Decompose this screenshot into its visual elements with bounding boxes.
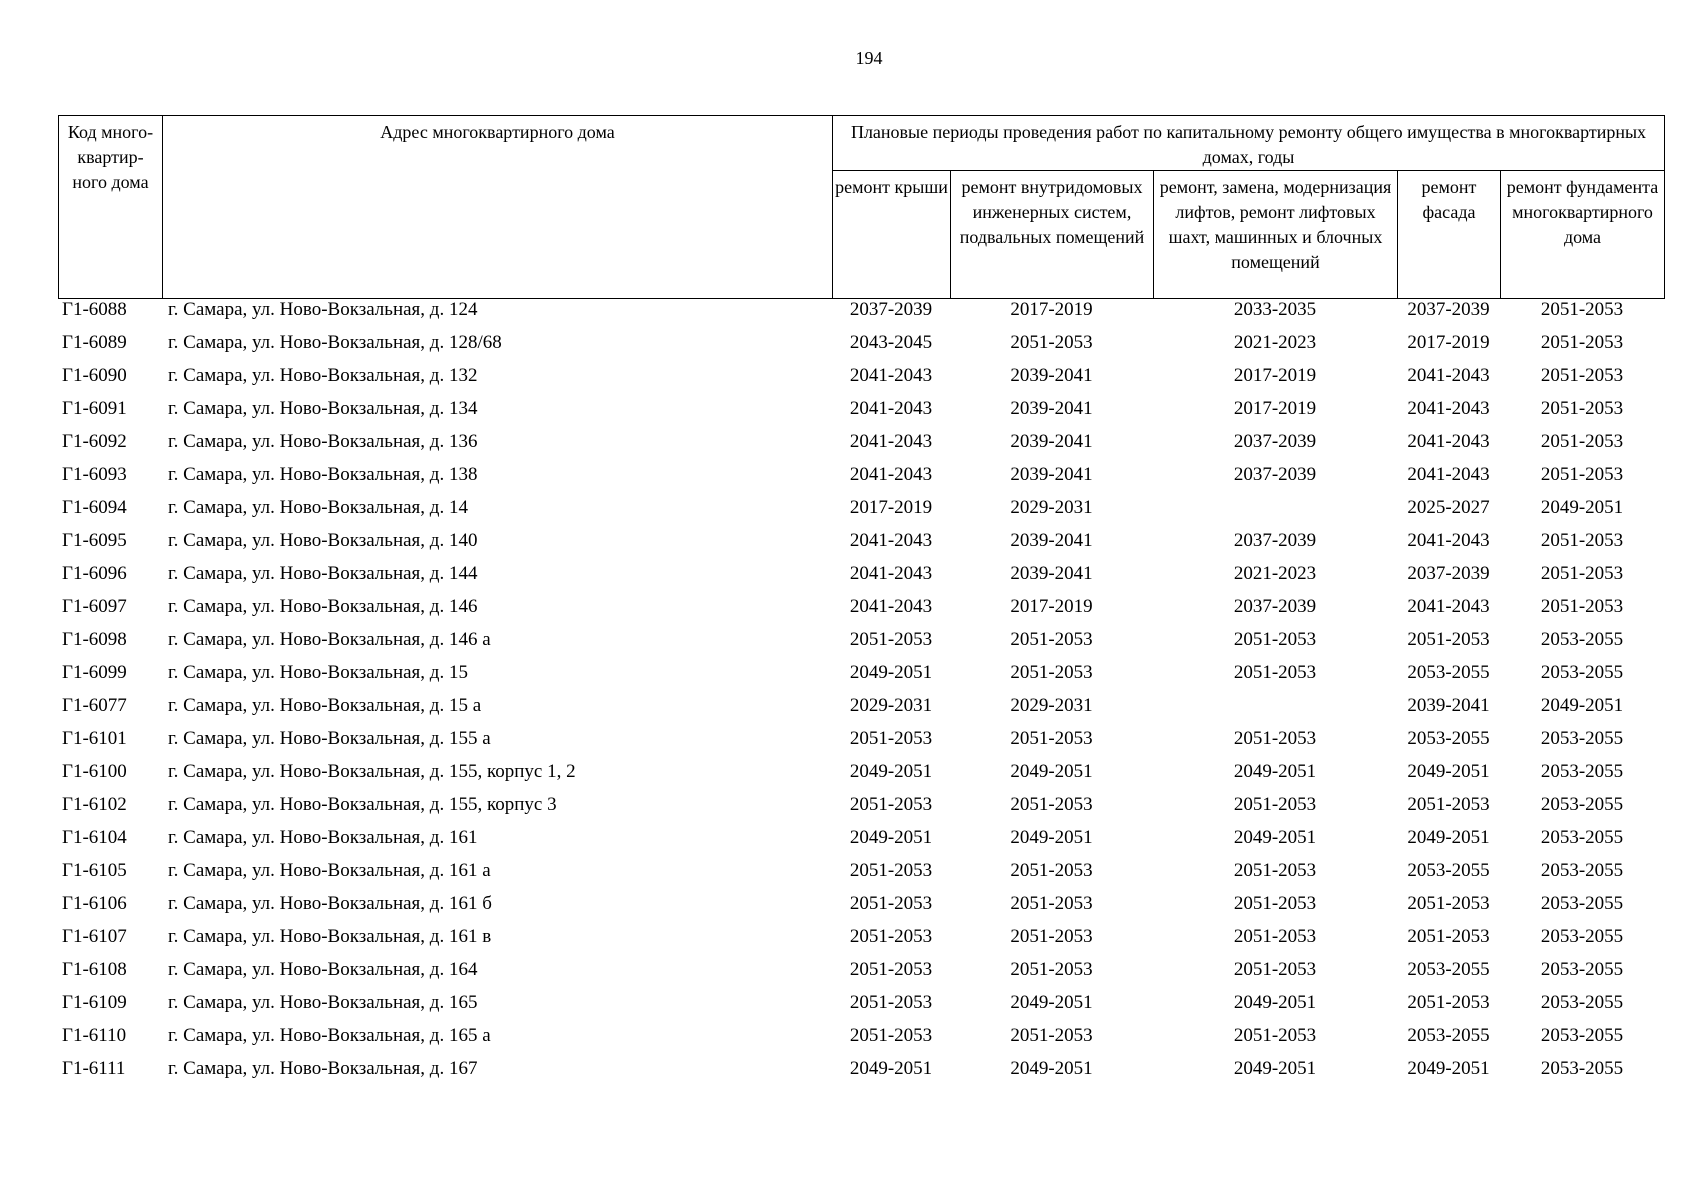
cell-foundation: 2053-2055	[1540, 760, 1624, 782]
cell-lifts: 2033-2035	[1233, 298, 1317, 320]
cell-facade: 2051-2053	[1407, 925, 1490, 947]
cell-facade: 2025-2027	[1407, 496, 1490, 518]
cell-facade: 2041-2043	[1407, 595, 1490, 617]
cell-foundation: 2053-2055	[1540, 958, 1624, 980]
cell-lifts: 2049-2051	[1233, 1057, 1317, 1079]
header-lifts: ремонт, замена, модернизация лифтов, ремонт лифтовых шахт, машинных и блочных помещений	[1154, 171, 1398, 299]
table-row	[58, 689, 1664, 722]
cell-systems: 2017-2019	[1010, 595, 1093, 617]
cell-lifts: 2051-2053	[1233, 628, 1317, 650]
table-row	[58, 656, 1664, 689]
cell-foundation: 2051-2053	[1540, 397, 1624, 419]
cell-lifts: 2021-2023	[1233, 562, 1317, 584]
cell-systems: 2051-2053	[1010, 859, 1093, 881]
cell-facade: 2049-2051	[1407, 1057, 1490, 1079]
cell-systems: 2051-2053	[1010, 628, 1093, 650]
cell-foundation: 2051-2053	[1540, 331, 1624, 353]
cell-systems: 2051-2053	[1010, 331, 1093, 353]
cell-lifts: 2017-2019	[1233, 397, 1317, 419]
table-row	[58, 293, 1664, 326]
cell-facade: 2049-2051	[1407, 760, 1490, 782]
cell-address: г. Самара, ул. Ново-Вокзальная, д. 140	[168, 529, 478, 551]
cell-address: г. Самара, ул. Ново-Вокзальная, д. 124	[168, 298, 478, 320]
cell-systems: 2039-2041	[1010, 397, 1093, 419]
header-roof: ремонт крыши	[833, 171, 951, 299]
cell-lifts: 2017-2019	[1233, 364, 1317, 386]
cell-systems: 2039-2041	[1010, 562, 1093, 584]
table-row	[58, 755, 1664, 788]
cell-address: г. Самара, ул. Ново-Вокзальная, д. 136	[168, 430, 478, 452]
cell-code: Г1-6094	[62, 496, 127, 518]
cell-code: Г1-6110	[62, 1024, 127, 1046]
cell-roof: 2041-2043	[849, 529, 933, 551]
cell-systems: 2049-2051	[1010, 991, 1093, 1013]
cell-facade: 2041-2043	[1407, 397, 1490, 419]
table-header	[58, 115, 1665, 299]
header-facade: ремонт фасада	[1398, 171, 1501, 299]
cell-roof: 2017-2019	[849, 496, 933, 518]
cell-roof: 2051-2053	[849, 1024, 933, 1046]
cell-facade: 2039-2041	[1407, 694, 1490, 716]
table-row	[58, 920, 1664, 953]
cell-roof: 2051-2053	[849, 925, 933, 947]
cell-foundation: 2051-2053	[1540, 595, 1624, 617]
cell-facade: 2053-2055	[1407, 1024, 1490, 1046]
cell-roof: 2041-2043	[849, 463, 933, 485]
cell-facade: 2017-2019	[1407, 331, 1490, 353]
table-row	[58, 986, 1664, 1019]
cell-code: Г1-6093	[62, 463, 127, 485]
cell-address: г. Самара, ул. Ново-Вокзальная, д. 134	[168, 397, 478, 419]
cell-foundation: 2053-2055	[1540, 727, 1624, 749]
cell-foundation: 2053-2055	[1540, 1057, 1624, 1079]
cell-roof: 2043-2045	[849, 331, 933, 353]
cell-address: г. Самара, ул. Ново-Вокзальная, д. 155, корпус 1, 2	[168, 760, 576, 782]
cell-roof: 2051-2053	[849, 628, 933, 650]
cell-lifts: 2049-2051	[1233, 991, 1317, 1013]
cell-systems: 2039-2041	[1010, 529, 1093, 551]
cell-code: Г1-6104	[62, 826, 127, 848]
cell-foundation: 2053-2055	[1540, 892, 1624, 914]
cell-facade: 2051-2053	[1407, 628, 1490, 650]
table-row	[58, 1052, 1664, 1085]
cell-lifts: 2051-2053	[1233, 1024, 1317, 1046]
cell-foundation: 2049-2051	[1540, 694, 1624, 716]
cell-lifts: 2051-2053	[1233, 925, 1317, 947]
cell-roof: 2037-2039	[849, 298, 933, 320]
cell-foundation: 2053-2055	[1540, 826, 1624, 848]
cell-code: Г1-6109	[62, 991, 127, 1013]
cell-systems: 2051-2053	[1010, 1024, 1093, 1046]
cell-code: Г1-6088	[62, 298, 127, 320]
cell-code: Г1-6099	[62, 661, 127, 683]
cell-address: г. Самара, ул. Ново-Вокзальная, д. 155, корпус 3	[168, 793, 557, 815]
cell-roof: 2049-2051	[849, 760, 933, 782]
cell-foundation: 2053-2055	[1540, 1024, 1624, 1046]
cell-foundation: 2051-2053	[1540, 562, 1624, 584]
cell-code: Г1-6101	[62, 727, 127, 749]
cell-address: г. Самара, ул. Ново-Вокзальная, д. 161 а	[168, 859, 491, 881]
cell-systems: 2029-2031	[1010, 694, 1093, 716]
table-row	[58, 854, 1664, 887]
cell-facade: 2051-2053	[1407, 892, 1490, 914]
cell-code: Г1-6105	[62, 859, 127, 881]
cell-roof: 2041-2043	[849, 397, 933, 419]
cell-facade: 2041-2043	[1407, 463, 1490, 485]
cell-lifts: 2051-2053	[1233, 727, 1317, 749]
cell-lifts: 2037-2039	[1233, 595, 1317, 617]
cell-address: г. Самара, ул. Ново-Вокзальная, д. 167	[168, 1057, 478, 1079]
cell-code: Г1-6095	[62, 529, 127, 551]
cell-systems: 2029-2031	[1010, 496, 1093, 518]
cell-foundation: 2053-2055	[1540, 859, 1624, 881]
cell-roof: 2051-2053	[849, 958, 933, 980]
cell-roof: 2049-2051	[849, 1057, 933, 1079]
cell-code: Г1-6092	[62, 430, 127, 452]
table-row	[58, 788, 1664, 821]
cell-address: г. Самара, ул. Ново-Вокзальная, д. 161 б	[168, 892, 492, 914]
cell-address: г. Самара, ул. Ново-Вокзальная, д. 15 а	[168, 694, 482, 716]
cell-facade: 2053-2055	[1407, 859, 1490, 881]
cell-lifts: 2037-2039	[1233, 529, 1317, 551]
cell-lifts	[1153, 491, 1397, 524]
table-body	[58, 293, 1664, 1085]
cell-address: г. Самара, ул. Ново-Вокзальная, д. 128/68	[168, 331, 502, 353]
cell-lifts: 2051-2053	[1233, 958, 1317, 980]
cell-roof: 2051-2053	[849, 859, 933, 881]
cell-code: Г1-6091	[62, 397, 127, 419]
cell-systems: 2051-2053	[1010, 793, 1093, 815]
cell-code: Г1-6077	[62, 694, 127, 716]
cell-code: Г1-6108	[62, 958, 127, 980]
cell-facade: 2053-2055	[1407, 727, 1490, 749]
cell-address: г. Самара, ул. Ново-Вокзальная, д. 164	[168, 958, 478, 980]
cell-address: г. Самара, ул. Ново-Вокзальная, д. 146 а	[168, 628, 491, 650]
cell-foundation: 2053-2055	[1540, 661, 1624, 683]
cell-roof: 2041-2043	[849, 595, 933, 617]
cell-systems: 2051-2053	[1010, 958, 1093, 980]
cell-lifts	[1153, 689, 1397, 722]
cell-facade: 2037-2039	[1407, 298, 1490, 320]
cell-code: Г1-6089	[62, 331, 127, 353]
cell-roof: 2029-2031	[849, 694, 933, 716]
cell-roof: 2051-2053	[849, 727, 933, 749]
cell-address: г. Самара, ул. Ново-Вокзальная, д. 14	[168, 496, 468, 518]
table-row	[58, 590, 1664, 623]
table-row	[58, 458, 1664, 491]
table-row	[58, 524, 1664, 557]
cell-lifts: 2049-2051	[1233, 826, 1317, 848]
cell-systems: 2039-2041	[1010, 364, 1093, 386]
cell-code: Г1-6090	[62, 364, 127, 386]
cell-lifts: 2037-2039	[1233, 430, 1317, 452]
header-address: Адрес многоквартирного дома	[163, 116, 833, 299]
cell-address: г. Самара, ул. Ново-Вокзальная, д. 146	[168, 595, 478, 617]
cell-systems: 2051-2053	[1010, 892, 1093, 914]
cell-foundation: 2049-2051	[1540, 496, 1624, 518]
table-row	[58, 392, 1664, 425]
cell-lifts: 2037-2039	[1233, 463, 1317, 485]
cell-code: Г1-6096	[62, 562, 127, 584]
table-row	[58, 821, 1664, 854]
header-code: Код много-квартир-ного дома	[59, 116, 163, 299]
table-row	[58, 557, 1664, 590]
cell-code: Г1-6098	[62, 628, 127, 650]
cell-lifts: 2051-2053	[1233, 661, 1317, 683]
cell-facade: 2053-2055	[1407, 958, 1490, 980]
cell-facade: 2053-2055	[1407, 661, 1490, 683]
cell-systems: 2051-2053	[1010, 925, 1093, 947]
cell-systems: 2049-2051	[1010, 1057, 1093, 1079]
table-row	[58, 953, 1664, 986]
cell-code: Г1-6100	[62, 760, 127, 782]
cell-facade: 2041-2043	[1407, 430, 1490, 452]
cell-lifts: 2049-2051	[1233, 760, 1317, 782]
cell-foundation: 2053-2055	[1540, 628, 1624, 650]
cell-systems: 2051-2053	[1010, 727, 1093, 749]
cell-facade: 2041-2043	[1407, 364, 1490, 386]
page-number: 194	[855, 48, 883, 68]
cell-roof: 2049-2051	[849, 826, 933, 848]
cell-address: г. Самара, ул. Ново-Вокзальная, д. 144	[168, 562, 478, 584]
cell-code: Г1-6097	[62, 595, 127, 617]
cell-systems: 2039-2041	[1010, 430, 1093, 452]
table-row	[58, 887, 1664, 920]
cell-code: Г1-6107	[62, 925, 127, 947]
cell-roof: 2041-2043	[849, 562, 933, 584]
cell-foundation: 2051-2053	[1540, 430, 1624, 452]
cell-roof: 2041-2043	[849, 364, 933, 386]
cell-code: Г1-6111	[62, 1057, 126, 1079]
cell-roof: 2051-2053	[849, 793, 933, 815]
cell-roof: 2051-2053	[849, 892, 933, 914]
cell-foundation: 2051-2053	[1540, 463, 1624, 485]
cell-address: г. Самара, ул. Ново-Вокзальная, д. 161	[168, 826, 478, 848]
cell-foundation: 2053-2055	[1540, 925, 1624, 947]
cell-roof: 2051-2053	[849, 991, 933, 1013]
cell-systems: 2039-2041	[1010, 463, 1093, 485]
cell-systems: 2049-2051	[1010, 760, 1093, 782]
cell-address: г. Самара, ул. Ново-Вокзальная, д. 15	[168, 661, 468, 683]
cell-roof: 2049-2051	[849, 661, 933, 683]
header-planned-periods: Плановые периоды проведения работ по капитальному ремонту общего имущества в многоквартирных домах, годы	[833, 116, 1665, 171]
cell-address: г. Самара, ул. Ново-Вокзальная, д. 161 в	[168, 925, 492, 947]
cell-systems: 2049-2051	[1010, 826, 1093, 848]
cell-facade: 2041-2043	[1407, 529, 1490, 551]
cell-address: г. Самара, ул. Ново-Вокзальная, д. 165	[168, 991, 478, 1013]
cell-foundation: 2051-2053	[1540, 364, 1624, 386]
header-systems: ремонт внутридомовых инженерных систем, подвальных помещений	[951, 171, 1154, 299]
table-row	[58, 425, 1664, 458]
cell-facade: 2051-2053	[1407, 793, 1490, 815]
cell-facade: 2037-2039	[1407, 562, 1490, 584]
table-row	[58, 623, 1664, 656]
cell-address: г. Самара, ул. Ново-Вокзальная, д. 132	[168, 364, 478, 386]
cell-address: г. Самара, ул. Ново-Вокзальная, д. 138	[168, 463, 478, 485]
cell-facade: 2049-2051	[1407, 826, 1490, 848]
cell-foundation: 2051-2053	[1540, 529, 1624, 551]
cell-code: Г1-6102	[62, 793, 127, 815]
cell-lifts: 2051-2053	[1233, 793, 1317, 815]
cell-lifts: 2051-2053	[1233, 892, 1317, 914]
cell-facade: 2051-2053	[1407, 991, 1490, 1013]
table-row	[58, 326, 1664, 359]
cell-foundation: 2053-2055	[1540, 991, 1624, 1013]
cell-systems: 2051-2053	[1010, 661, 1093, 683]
table-row	[58, 359, 1664, 392]
header-foundation: ремонт фундамента многоквартирного дома	[1501, 171, 1665, 299]
cell-code: Г1-6106	[62, 892, 127, 914]
cell-foundation: 2051-2053	[1540, 298, 1624, 320]
cell-foundation: 2053-2055	[1540, 793, 1624, 815]
cell-address: г. Самара, ул. Ново-Вокзальная, д. 155 а	[168, 727, 491, 749]
cell-address: г. Самара, ул. Ново-Вокзальная, д. 165 а	[168, 1024, 491, 1046]
table-row	[58, 722, 1664, 755]
table-row	[58, 491, 1664, 524]
table-row	[58, 1019, 1664, 1052]
cell-systems: 2017-2019	[1010, 298, 1093, 320]
cell-roof: 2041-2043	[849, 430, 933, 452]
cell-lifts: 2021-2023	[1233, 331, 1317, 353]
cell-lifts: 2051-2053	[1233, 859, 1317, 881]
